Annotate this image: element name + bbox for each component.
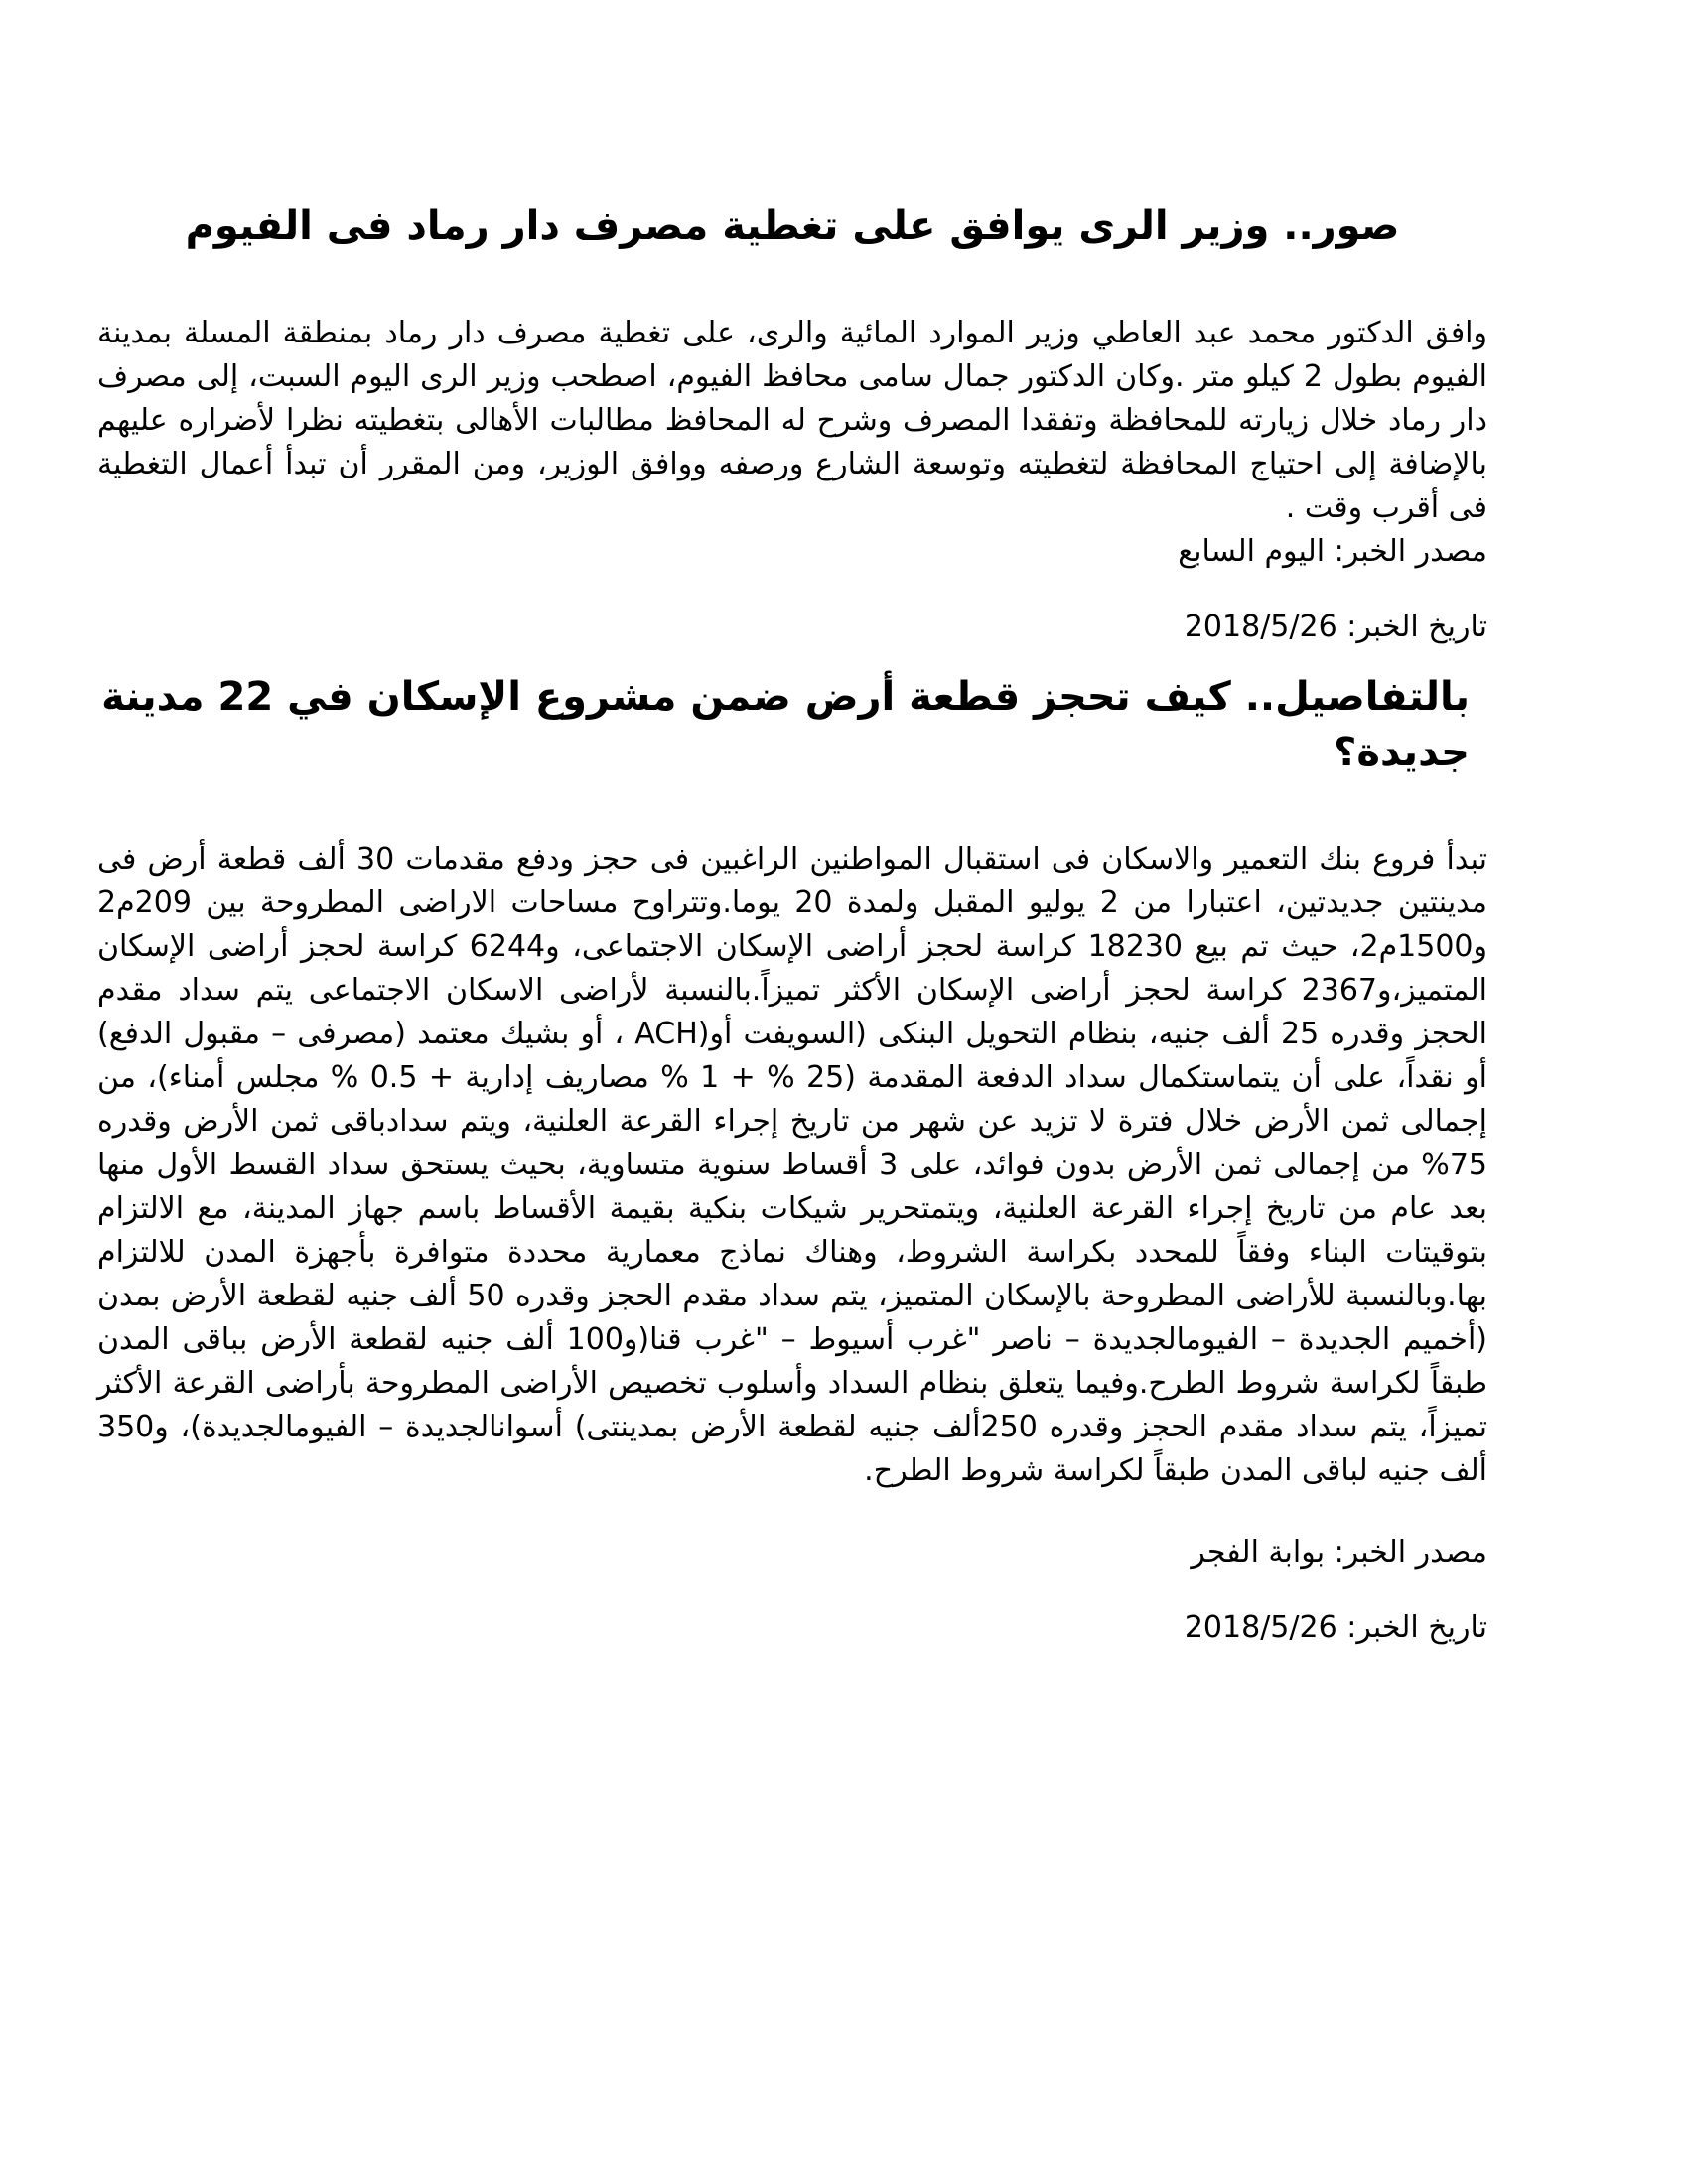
news-article <box>97 669 1487 1650</box>
news-article <box>97 199 1487 649</box>
article-source: مصدر الخبر: بوابة الفجر <box>1191 1535 1487 1570</box>
article-date: تاريخ الخبر: 2018/5/26 <box>1184 1610 1487 1645</box>
article-body: تبدأ فروع بنك التعمير والاسكان فى استقبال المواطنين الراغبين فى حجز ودفع مقدمات 30 ألف قطعة أرض فى مدينتين جديدتين، اعتبارا من 2 يوليو المقبل ولمدة 20 يوما.وتتراوح مساحات الاراضى المطروحة بين 209م2 و1500م2، حيث تم بيع 18230 كراسة لحجز أراضى الإسكان الاجتماعى، و6244 كراسة لحجز أراضى الإسكان المتميز،و2367 كراسة لحجز أراضى الإسكان الأكثر تميزاً.بالنسبة لأراضى الاسكان الاجتماعى يتم سداد مقدم الحجز وقدره 25 ألف جنيه، بنظام التحويل البنكى (السويفت أو(ACH ، أو بشيك معتمد (مصرفى – مقبول الدفع) أو نقداً، على أن يتماستكمال سداد الدفعة المقدمة (25 % + 1 % مصاريف إدارية + 0.5 % مجلس أمناء)، من إجمالى ثمن الأرض خلال فترة لا تزيد عن شهر من تاريخ إجراء القرعة العلنية، ويتم سدادباقى ثمن الأرض وقدره 75% من إجمالى ثمن الأرض بدون فوائد، على 3 أقساط سنوية متساوية، بحيث يستحق سداد القسط الأول منها بعد عام من تاريخ إجراء القرعة العلنية، ويتمتحرير شيكات بنكية بقيمة الأقساط باسم جهاز المدينة، مع الالتزام بتوقيتات البناء وفقاً للمحدد بكراسة الشروط، وهناك نماذج معمارية محددة متوافرة بأجهزة المدن للالتزام بها.وبالنسبة للأراضى المطروحة بالإسكان المتميز، يتم سداد مقدم الحجز وقدره 50 ألف جنيه لقطعة الأرض بمدن (أخميم الجديدة – الفيومالجديدة – ناصر "غرب أسيوط – "غرب قنا(و100 ألف جنيه لقطعة الأرض بباقى المدن طبقاً لكراسة شروط الطرح.وفيما يتعلق بنظام السداد وأسلوب تخصيص الأراضى المطروحة بأراضى القرعة الأكثر تميزاً، يتم سداد مقدم الحجز وقدره 250ألف جنيه لقطعة الأرض بمدينتى) أسوانالجديدة – الفيومالجديدة)، و350 ألف جنيه لباقى المدن طبقاً لكراسة شروط الطرح. <box>97 842 1488 1488</box>
article-source: مصدر الخبر: اليوم السابع <box>1178 534 1487 569</box>
article-date: تاريخ الخبر: 2018/5/26 <box>1184 610 1487 644</box>
article-body: وافق الدكتور محمد عبد العاطي وزير الموارد المائية والرى، على تغطية مصرف دار رماد بمنطقة المسلة بمدينة الفيوم بطول 2 كيلو متر .وكان الدكتور جمال سامى محافظ الفيوم، اصطحب وزير الرى اليوم السبت، إلى مصرف دار رماد خلال زيارته للمحافظة وتفقدا المصرف وشرح له المحافظ مطالبات الأهالى بتغطيته نظرا لأضراره عليهم بالإضافة إلى احتياج المحافظة لتغطيته وتوسعة الشارع ورصفه ووافق الوزير، ومن المقرر أن تبدأ أعمال التغطية فى أقرب وقت . <box>97 316 1487 525</box>
article-headline: صور.. وزير الرى يوافق على تغطية مصرف دار رماد فى الفيوم <box>185 204 1400 249</box>
article-headline: بالتفاصيل.. كيف تحجز قطعة أرض ضمن مشروع الإسكان في 22 مدينة جديدة؟ <box>101 674 1470 775</box>
